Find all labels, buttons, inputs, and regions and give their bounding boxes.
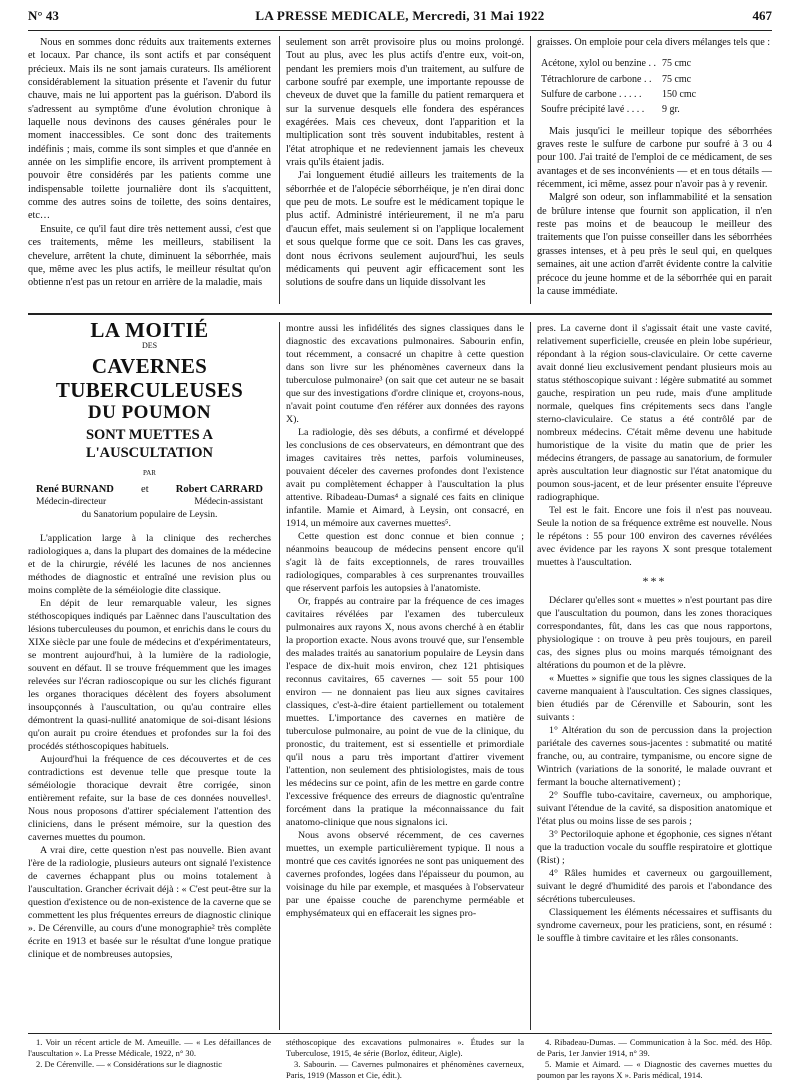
author-conjunction: et bbox=[141, 484, 149, 495]
footnote: stéthoscopique des excavations pulmonaires ». Études sur la Tuberculose, 1915, 4e série (Borloz, éditeur, Aigle). bbox=[286, 1037, 524, 1058]
recipe-item: Tétrachlorure de carbone . . bbox=[541, 73, 652, 85]
footnote: 1. Voir un récent article de M. Ameuille. — « Les défaillances de l'auscultation ». La Presse Médicale, 1922, n° 30. bbox=[28, 1037, 271, 1058]
footnotes-column-1 bbox=[28, 1037, 271, 1070]
footnote: 2. De Cérenville. — « Considérations sur le diagnostic bbox=[36, 1059, 223, 1069]
paragraph: Nous en sommes donc réduits aux traitements externes et locaux. Par chance, ils sont actifs et par conséquent précieux. Mais ils ne sont jamais curateurs. Ils améliorent considérablement la situation présente et l'avenir du futur chauve, mais ne lui apportent pas la guérison. D'abord ils s'adressent au symptôme d'une évolution chronique à laquelle nous devinons des causes générales pour le moment inaccessibles. Ce sont donc des traitements indéfinis ; mais, comme ils sont simples et que d'année en année on les simplifie encore, ils arrivent promptement à pouvoir être considérés par les patients comme une indispensable toilette journalière dont ils s'acquittent, comme des autres soins de toilette, des soins dentaires, etc… bbox=[28, 37, 271, 222]
author: René BURNAND bbox=[36, 484, 114, 495]
article-column-2 bbox=[286, 322, 524, 920]
paragraph: Malgré son odeur, son inflammabilité et la sensation de brûlure intense que fournit son application, il n'en reste pas moins et de beaucoup le meilleur des traitements que l'on puisse conseiller dans les séborrhées grasses intenses, et à peu près le seul qui, en quelques semaines, ait une action d'arrêt évidente contre la calvitie précoce du jeune homme et de la séborrhée qui en parait la cause immédiate. bbox=[537, 192, 772, 297]
title-line: LA MOITIÉ bbox=[90, 318, 209, 342]
paragraph: 4° Râles humides et caverneux ou gargouillement, suivant le degré d'humidité des parois et l'abondance des sécrétions tuberculeuses. bbox=[537, 868, 772, 905]
footnote: 4. Ribadeau-Dumas. — Communication à la Soc. méd. des Hôp. de Paris, 1er Janvier 1914, n° 39. bbox=[537, 1037, 772, 1058]
author-role: Médecin-assistant bbox=[194, 497, 263, 507]
article-column-3 bbox=[537, 322, 772, 945]
footnote-rule bbox=[28, 1033, 772, 1034]
recipe-qty: 150 cmc bbox=[661, 89, 697, 101]
top-column-1 bbox=[28, 36, 271, 290]
top-column-2 bbox=[286, 36, 524, 290]
paragraph: J'ai longuement étudié ailleurs les traitements de la séborrhée et de l'alopécie séborrhéique, je n'en dirai donc que peu de mots. Le soufre est le médicament topique le plus actif. Administré intérieurement, il ne m'a paru d'aucun effet, mais seulement si on l'applique localement et sous quelque forme que ce soit. Dans les cas graves, dont nous écrivons seulement aujourd'hui, les seuls médicaments qui peuvent agir efficacement sont les solutions de soufre dans un liquide dissolvant les bbox=[286, 170, 524, 289]
section-separator: *** bbox=[642, 574, 667, 588]
paragraph: seulement son arrêt provisoire plus ou moins prolongé. Tout au plus, avec les plus actifs d'entre eux, voit-on, pendant les premiers mois d'un traitement, au sulfure de carbone soufré par exemple, une importante repousse de cheveux de duvet que la famille du patient remarquera et sur la survenue desquels elle fondera des espérances exagérées. Mais ces cheveux, dont l'apparition et la multiplication sont très souvent indubitables, restent à l'état atrophique et ne redeviennent jamais les cheveux vrais qu'ils étaient jadis. bbox=[286, 37, 524, 169]
page-number: 467 bbox=[752, 8, 772, 23]
recipe-qty: 75 cmc bbox=[661, 73, 692, 85]
paragraph: A vrai dire, cette question n'est pas nouvelle. Bien avant l'ère de la radiologie, plusieurs auteurs ont signalé l'existence de cavernes échappant plus ou moins totalement à l'auscultation. Grancher écrivait déjà : « C'est peut-être sur la question d'existence ou de non-existence de la caverne que se commettent les plus fréquentes erreurs de diagnostic clinique ». De Cérenville, au cours d'une monographie² très complète écrite en 1913 et basée sur le résultat d'une longue pratique clinique et de nombreuses autopsies, bbox=[28, 845, 271, 960]
author-roles bbox=[28, 496, 271, 509]
title-connector: DES bbox=[141, 341, 158, 350]
footnote: 3. Sabourin. — Cavernes pulmonaires et phénomènes caverneux, Paris, 1919 (Masson et Cie, édit.). bbox=[286, 1059, 524, 1080]
paragraph: La radiologie, dès ses débuts, a confirmé et développé les conclusions de ces observateurs, en démontrant que des images cavitaires très nettes, parfois volumineuses, pouvaient déceler des cavernes profondes dont l'existence avait pu complètement échapper à l'auscultation la plus attentive. Ribadeau-Dumas⁴ a signalé ces faits en clinique infantile. Mamie et Aimard, à Leysin, ont consacré, en 1914, un mémoire aux cavernes muettes⁵. bbox=[286, 427, 524, 529]
paragraph: 2° Souffle tubo-cavitaire, caverneux, ou amphorique, suivant l'étendue de la cavité, sa disposition anatomique et l'état plus ou moins lisse de ses parois ; bbox=[537, 790, 772, 827]
paragraph: Déclarer qu'elles sont « muettes » n'est pourtant pas dire que l'auscultation du poumon, dans les zones thoraciques correspondantes, fût, dans les cas que nous rapportons, physiologique : on trouve à peu près toujours, en pareil cas, des signes plus ou moins marqués témoignant des altérations du poumon et de la plèvre. bbox=[537, 595, 772, 671]
paragraph: pres. La caverne dont il s'agissait était une vaste cavité, relativement superficielle, creusée en plein lobe supérieur, répondant à la région sous-claviculaire. Or cette caverne avait donné lieu exclusivement pendant plusieurs mois au status stéthoscopique suivant : légère submatité au sommet gauche, respiration un peu rude, mais d'une amplitude normale, quelques fins crépitements secs dans l'angle sterno-claviculaire. Ce status a été contrôlé par de nombreux médecins. C'était même devenu une habitude humoristique de la visite du matin que de prier les médecins étrangers, de passage au sanatorium, de formuler après auscultation leur diagnostic sur l'état anatomique du poumon sous-jacent, et de leur présenter ensuite l'épreuve radiographique. bbox=[537, 323, 772, 503]
paragraph: montre aussi les infidélités des signes classiques dans le diagnostic des excavations pulmonaires. Sabourin enfin, tout récemment, a consacré un chapitre à cette question dans son livre sur les phénomènes caverneux dans la tuberculose pulmonaire³ (on sait que cet auteur ne se basait que sur des investigations d'ordre clinique et, croyons-nous, n'avait point coutume d'en référer aux données des rayons X). bbox=[286, 323, 524, 425]
page-header bbox=[28, 6, 772, 28]
paragraph: En dépit de leur remarquable valeur, les signes stéthoscopiques indiqués par Laënnec dans l'auscultation des lésions tuberculeuses du poumon, et enrichis dans le cours du XIXe siècle par une foule de médecins et d'expérimentateurs, se montrent aujourd'hui, à la lumière de la radiologie, souvent en défaut. Il se trouve fréquemment que les images relevées sur l'écran radioscopique ou sur les clichés figurant les organes thoraciques décèlent des foyers absolument insoupçonnés à l'auscultation, ou qu'au contraire elles démontrent la quasi-nullité anatomique de soi-disant lésions qu'on aurait pu croire étendues et profondes sur la foi des procédés stéthoscopiques habituels. bbox=[28, 598, 271, 752]
paragraph: graisses. On emploie pour cela divers mélanges tels que : bbox=[537, 37, 771, 48]
paragraph: 1° Altération du son de percussion dans la projection pariétale des cavernes sous-jacentes : submatité ou matité franche, ou, au contraire, tympanisme, ou encore signe de Wintrich (variations de la sonorité, le malade ouvrant et fermant la bouche alternativement) ; bbox=[537, 725, 772, 788]
column-divider bbox=[279, 322, 280, 1030]
paragraph: Classiquement les éléments nécessaires et suffisants du syndrome caverneux, pour les praticiens, sont, en résumé : le souffle à timbre cavitaire et les râles consonants. bbox=[537, 907, 772, 944]
title-line: DU POUMON bbox=[87, 402, 212, 423]
byline-par: PAR bbox=[143, 469, 156, 477]
top-column-3 bbox=[537, 36, 772, 298]
recipe-table bbox=[537, 55, 700, 118]
paragraph: Mais jusqu'ici le meilleur topique des séborrhées graves reste le sulfure de carbone pur soufré à 3 ou 4 pour 100. J'ai traité de l'emploi de ce médicament, de ses avantages et de ses inconvénients — et en tous détails — récemment, ici même, assez pour n'avoir pas à y revenir. bbox=[537, 125, 772, 191]
footnote: 5. Mamie et Aimard. — « Diagnostic des cavernes muettes du poumon par les rayons X ». Paris médical, 1914. bbox=[537, 1059, 772, 1080]
column-divider bbox=[279, 36, 280, 304]
header-rule bbox=[28, 30, 772, 31]
affiliation: du Sanatorium populaire de Leysin. bbox=[81, 510, 218, 520]
paragraph: « Muettes » signifie que tous les signes classiques de la caverne manquaient à l'auscultation. Ces signes classiques, bien étudiés par de Cérenville et Sabourin, sont les suivants : bbox=[537, 673, 772, 723]
footnotes-column-2 bbox=[286, 1037, 524, 1081]
footnotes-column-3 bbox=[537, 1037, 772, 1081]
recipe-qty: 75 cmc bbox=[661, 58, 692, 70]
paragraph: Aujourd'hui la fréquence de ces découvertes et de ces contradictions est devenue telle que presque toute la séméiologie thoracique devrait être corrigée, sinon entièrement refaite, sur la base de ces données nouvelles¹. Nous nous proposons d'attirer spécialement l'attention des cliniciens, dans le présent mémoire, sur la question des cavernes muettes du poumon. bbox=[28, 754, 271, 843]
recipe-qty: 9 gr. bbox=[661, 104, 680, 116]
authors bbox=[28, 483, 271, 496]
issue-number: N° 43 bbox=[28, 8, 59, 23]
author-role: Médecin-directeur bbox=[36, 497, 107, 507]
section-rule bbox=[28, 313, 772, 315]
author: Robert CARRARD bbox=[175, 484, 263, 495]
recipe-item: Soufre précipité lavé . . . . bbox=[541, 104, 645, 116]
title-line: CAVERNES TUBERCULEUSES bbox=[55, 354, 244, 402]
paragraph: Or, frappés au contraire par la fréquence de ces images cavitaires révélées par l'examen des tuberculeux pulmonaires aux rayons X, nous avons cherché à en établir la proportion exacte. Nous avons trouvé que, sur l'ensemble des malades traités au sanatorium populaire de Leysin dans l'espace de dix-huit mois environ, chez 121 phtisiques reconnus cavitaires, 65 cavernes — soit 55 pour 100 environ — ne donnaient pas lieu aux signes cavitaires classiques, c'est-à-dire étaient partiellement ou totalement muettes. L'importance des cavernes en matière de tuberculose pulmonaire, au point de vue de la clinique, du pronostic, du traitement, est si essentielle et primordiale qu'il nous a paru très important d'attirer vivement l'attention, non seulement des phtisiologistes, mais de tous les médecins sur ce point, afin de les mettre en garde contre l'excessive fréquence des erreurs de diagnostic qu'entraîne forcément dans la pratique la méconnaissance du fait anatomo-clinique que nous signalons ici. bbox=[286, 596, 524, 828]
paragraph: L'application large à la clinique des recherches radiologiques a, dans la plupart des domaines de la médecine et de la chirurgie, révélé les lacunes de nos anciennes méthodes de diagnostic et entraîné une revision plus ou moins complète de la séméiologie dite classique. bbox=[28, 533, 271, 596]
paragraph: Ensuite, ce qu'il faut dire très nettement aussi, c'est que ces traitements, même les meilleurs, stabilisent la chevelure, arrêtent la chute, diminuent la séborrhée, mais que, même avec les plus actifs, le meilleur résultat qu'on obtienne n'est pas un retour en arrière de la maladie, mais bbox=[28, 223, 271, 289]
paragraph: Cette question est donc connue et bien connue ; néanmoins beaucoup de médecins pensent encore qu'il s'agit là de faits exceptionnels, de rares trouvailles radiologiques, comparables à ces surprenantes trouvailles que réservent parfois les autopsies à l'anatomiste. bbox=[286, 531, 524, 594]
column-divider bbox=[530, 36, 531, 304]
journal-title: LA PRESSE MEDICALE, Mercredi, 31 Mai 1922 bbox=[255, 8, 545, 23]
recipe-item: Sulfure de carbone . . . . . bbox=[541, 89, 642, 101]
column-divider bbox=[530, 322, 531, 1030]
paragraph: 3° Pectoriloquie aphone et égophonie, ces signes n'étant que la traduction vocale du souffle respiratoire et glottique (Rist) ; bbox=[537, 829, 772, 866]
paragraph: Nous avons observé récemment, de ces cavernes muettes, un exemple particulièrement typique. Il nous a montré que ces cavités ignorées ne sont pas uniquement des cavernes profondes, logées dans l'épaisseur du poumon, au voisinage du hile par exemple, et masquées à l'observateur par une épaisse couche de parenchyme perméable et emphysémateux qui en effacerait les signes pro- bbox=[286, 830, 524, 919]
article-title bbox=[28, 318, 271, 480]
recipe-item: Acétone, xylol ou benzine . . bbox=[541, 58, 656, 70]
title-line: SONT MUETTES A L'AUSCULTATION bbox=[85, 427, 214, 461]
article-column-1 bbox=[28, 318, 271, 961]
paragraph: Tel est le fait. Encore une fois il n'est pas nouveau. Seule la notion de sa fréquence extrême est nouvelle. Nous le répétons : 55 pour 100 environ des cavernes révélées avec évidence par les rayons X sont presque totalement muettes à l'auscultation. bbox=[537, 505, 772, 568]
